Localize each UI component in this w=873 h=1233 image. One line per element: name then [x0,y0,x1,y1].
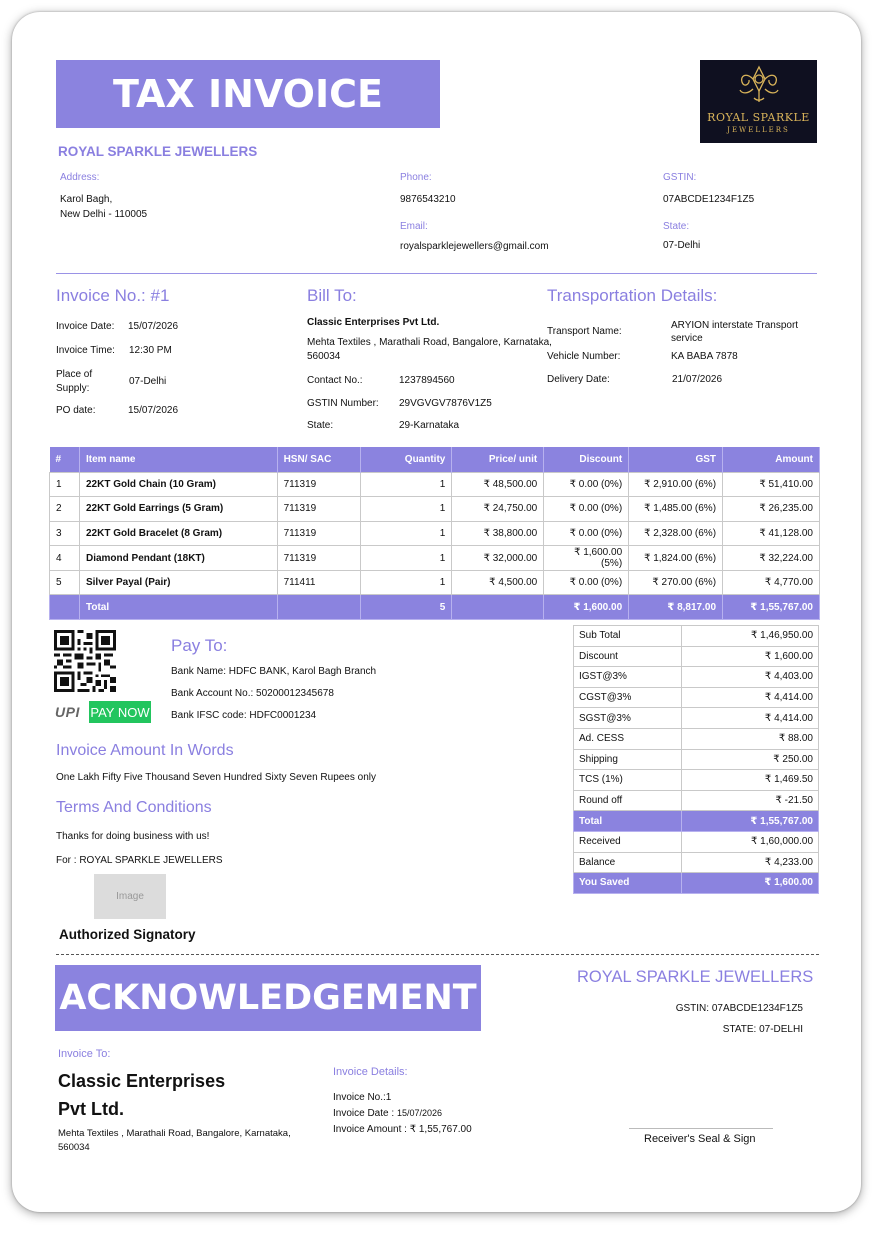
summary-body [574,626,819,894]
row-discount: ₹ 0.00 (0%) [544,570,629,595]
row-hsn: 711319 [277,472,361,497]
summary-label: Shipping [574,749,682,770]
row-no: 1 [50,472,80,497]
items-header-row [50,447,820,472]
place-of-supply-label-1: Place of [56,369,93,380]
row-gst: ₹ 2,328.00 (6%) [629,521,723,546]
invoice-details-label: Invoice Details: [333,1066,408,1078]
total-gst: ₹ 8,817.00 [629,595,723,620]
row-gst: ₹ 1,485.00 (6%) [629,497,723,522]
row-hsn: 711319 [277,546,361,571]
col-header-qty: Quantity [361,447,452,472]
invoice-date-value: 15/07/2026 [128,321,179,332]
row-amount: ₹ 26,235.00 [723,497,820,522]
row-gst: ₹ 1,824.00 (6%) [629,546,723,571]
email-value: royalsparklejewellers@gmail.com [400,241,549,252]
row-no: 5 [50,570,80,595]
summary-value: ₹ 88.00 [681,728,818,749]
state-label: State: [663,221,690,232]
invoice-card [12,12,861,1212]
items-total-row [50,595,820,620]
contact-label: Contact No.: [307,375,363,386]
summary-row [574,728,819,749]
row-qty: 1 [361,570,452,595]
row-hsn: 711319 [277,521,361,546]
signature-image-placeholder: Image [94,874,166,919]
table-row [50,521,820,546]
vehicle-label: Vehicle Number: [547,351,621,362]
summary-value: ₹ 4,414.00 [681,687,818,708]
pay-to-heading: Pay To: [171,636,228,655]
terms-heading: Terms And Conditions [56,799,212,816]
po-date-label: PO date: [56,405,96,416]
row-item-name: 22KT Gold Earrings (5 Gram) [79,497,277,522]
row-gst: ₹ 2,910.00 (6%) [629,472,723,497]
summary-row [574,749,819,770]
summary-label: Total [574,811,682,832]
summary-value: ₹ 1,60,000.00 [681,831,818,852]
header-divider [56,273,817,274]
gstin-value: 07ABCDE1234F1Z5 [663,194,755,205]
transport-name-label: Transport Name: [547,326,622,337]
summary-label: Round off [574,790,682,811]
table-row [50,546,820,571]
invoice-time-label: Invoice Time: [56,345,115,356]
summary-value: ₹ 1,600.00 [681,873,818,894]
bill-to-heading: Bill To: [307,286,357,305]
row-discount: ₹ 0.00 (0%) [544,521,629,546]
summary-label: You Saved [574,873,682,894]
qr-code-icon [53,630,117,692]
bill-gstin-value: 29VGVGV7876V1Z5 [399,398,492,409]
summary-row [574,646,819,667]
transport-name-line1: ARYION interstate Transport [671,320,799,331]
summary-value: ₹ 4,233.00 [681,852,818,873]
row-item-name: 22KT Gold Chain (10 Gram) [79,472,277,497]
po-date-value: 15/07/2026 [128,405,179,416]
summary-value: ₹ 1,46,950.00 [681,626,818,647]
col-header-price: Price/ unit [452,447,544,472]
acknowledgement-title: ACKNOWLEDGEMENT [55,965,481,1031]
summary-row [574,770,819,791]
row-gst: ₹ 270.00 (6%) [629,570,723,595]
summary-row [574,790,819,811]
summary-row [574,831,819,852]
bill-state-value: 29-Karnataka [399,420,460,431]
summary-value: ₹ 1,469.50 [681,770,818,791]
summary-value: ₹ 4,414.00 [681,708,818,729]
summary-label: Discount [574,646,682,667]
summary-label: SGST@3% [574,708,682,729]
col-header-hsn: HSN/ SAC [277,447,361,472]
bill-to-address-line2: 560034 [307,351,341,362]
bill-state-label: State: [307,420,334,431]
summary-value: ₹ 1,600.00 [681,646,818,667]
row-no: 4 [50,546,80,571]
summary-row [574,873,819,894]
total-amount: ₹ 1,55,767.00 [723,595,820,620]
terms-text: Thanks for doing business with us! [56,831,210,842]
row-price: ₹ 24,750.00 [452,497,544,522]
delivery-label: Delivery Date: [547,374,610,385]
upi-logo: UPI [55,704,80,720]
row-qty: 1 [361,521,452,546]
row-price: ₹ 48,500.00 [452,472,544,497]
summary-row [574,708,819,729]
summary-label: CGST@3% [574,687,682,708]
email-label: Email: [400,221,428,232]
pay-now-button[interactable]: PAY NOW [89,701,151,723]
summary-label: Received [574,831,682,852]
summary-row [574,852,819,873]
acknowledgement-separator [56,954,819,955]
row-hsn: 711411 [277,570,361,595]
receiver-sign-line [629,1128,773,1129]
ack-customer-line1: Classic Enterprises [58,1071,226,1091]
ack-gstin: GSTIN: 07ABCDE1234F1Z5 [675,1003,803,1014]
ack-invoice-date-value: 15/07/2026 [396,1108,442,1118]
table-row [50,472,820,497]
ack-invoice-no: Invoice No.:1 [333,1092,392,1103]
summary-label: Sub Total [574,626,682,647]
total-discount: ₹ 1,600.00 [544,595,629,620]
summary-label: Balance [574,852,682,873]
ack-invoice-amount: Invoice Amount : ₹ 1,55,767.00 [333,1124,472,1135]
table-row [50,497,820,522]
total-qty: 5 [361,595,452,620]
invoice-to-label: Invoice To: [58,1048,111,1060]
summary-value: ₹ 1,55,767.00 [681,811,818,832]
summary-table [573,625,819,894]
summary-label: IGST@3% [574,667,682,688]
ack-invoice-date [333,1108,442,1119]
row-amount: ₹ 51,410.00 [723,472,820,497]
amount-words-text: One Lakh Fifty Five Thousand Seven Hundred Sixty Seven Rupees only [56,772,376,783]
transport-name-line2: service [671,333,703,344]
address-line1: Karol Bagh, [60,194,113,205]
row-no: 3 [50,521,80,546]
summary-value: ₹ -21.50 [681,790,818,811]
row-item-name: 22KT Gold Bracelet (8 Gram) [79,521,277,546]
summary-label: TCS (1%) [574,770,682,791]
ack-invoice-date-label: Invoice Date : [333,1108,395,1119]
phone-value: 9876543210 [400,194,456,205]
row-no: 2 [50,497,80,522]
for-company: For : ROYAL SPARKLE JEWELLERS [56,855,223,866]
phone-label: Phone: [400,172,432,183]
ack-address-line1: Mehta Textiles , Marathali Road, Bangalore, Karnataka, [58,1128,291,1139]
row-amount: ₹ 4,770.00 [723,570,820,595]
bank-name: Bank Name: HDFC BANK, Karol Bagh Branch [171,666,377,677]
row-qty: 1 [361,546,452,571]
summary-label: Ad. CESS [574,728,682,749]
col-header-gst: GST [629,447,723,472]
total-label: Total [79,595,277,620]
row-price: ₹ 38,800.00 [452,521,544,546]
row-item-name: Diamond Pendant (18KT) [79,546,277,571]
bank-account: Bank Account No.: 50200012345678 [171,688,334,699]
bill-to-address-line1: Mehta Textiles , Marathali Road, Bangalore, Karnataka, [307,337,552,348]
place-of-supply-value: 07-Delhi [129,376,167,387]
summary-table-wrap [573,625,819,894]
invoice-date-label: Invoice Date: [56,321,115,332]
invoice-time-value: 12:30 PM [129,345,172,356]
bill-to-name: Classic Enterprises Pvt Ltd. [307,317,440,328]
summary-row [574,687,819,708]
contact-value: 1237894560 [399,375,455,386]
gstin-label: GSTIN: [663,172,697,183]
summary-value: ₹ 4,403.00 [681,667,818,688]
row-discount: ₹ 0.00 (0%) [544,497,629,522]
summary-row [574,667,819,688]
row-amount: ₹ 41,128.00 [723,521,820,546]
col-header-amount: Amount [723,447,820,472]
place-of-supply-label-2: Supply: [56,383,90,394]
ack-address-line2: 560034 [58,1142,90,1153]
invoice-number-heading: Invoice No.: #1 [56,286,170,305]
ack-state: STATE: 07-DELHI [722,1024,803,1035]
ack-company-name: ROYAL SPARKLE JEWELLERS [577,968,814,986]
table-row [50,570,820,595]
col-header-item: Item name [79,447,277,472]
address-line2: New Delhi - 110005 [60,209,148,220]
bill-gstin-label: GSTIN Number: [307,398,379,409]
bank-ifsc: Bank IFSC code: HDFC0001234 [171,710,317,721]
authorized-signatory: Authorized Signatory [59,927,196,942]
row-discount: ₹ 1,600.00 (5%) [544,546,629,571]
items-table [49,447,820,620]
receiver-seal-sign: Receiver's Seal & Sign [644,1133,756,1145]
delivery-value: 21/07/2026 [672,374,723,385]
state-value: 07-Delhi [663,240,701,251]
row-price: ₹ 4,500.00 [452,570,544,595]
row-hsn: 711319 [277,497,361,522]
row-price: ₹ 32,000.00 [452,546,544,571]
col-header-discount: Discount [544,447,629,472]
summary-row [574,626,819,647]
company-name: ROYAL SPARKLE JEWELLERS [58,144,258,159]
row-item-name: Silver Payal (Pair) [79,570,277,595]
tax-invoice-title: TAX INVOICE [56,60,440,128]
amount-words-heading: Invoice Amount In Words [56,742,234,759]
row-amount: ₹ 32,224.00 [723,546,820,571]
vehicle-value: KA BABA 7878 [671,351,738,362]
row-qty: 1 [361,497,452,522]
summary-value: ₹ 250.00 [681,749,818,770]
row-discount: ₹ 0.00 (0%) [544,472,629,497]
summary-row [574,811,819,832]
address-label: Address: [60,172,100,183]
ornament-icon [734,64,784,106]
items-table-wrap [49,447,820,620]
transport-heading: Transportation Details: [547,286,718,305]
company-logo: ROYAL SPARKLE JEWELLERS [700,60,817,143]
row-qty: 1 [361,472,452,497]
col-header-no: # [50,447,80,472]
ack-customer-line2: Pvt Ltd. [58,1099,124,1119]
